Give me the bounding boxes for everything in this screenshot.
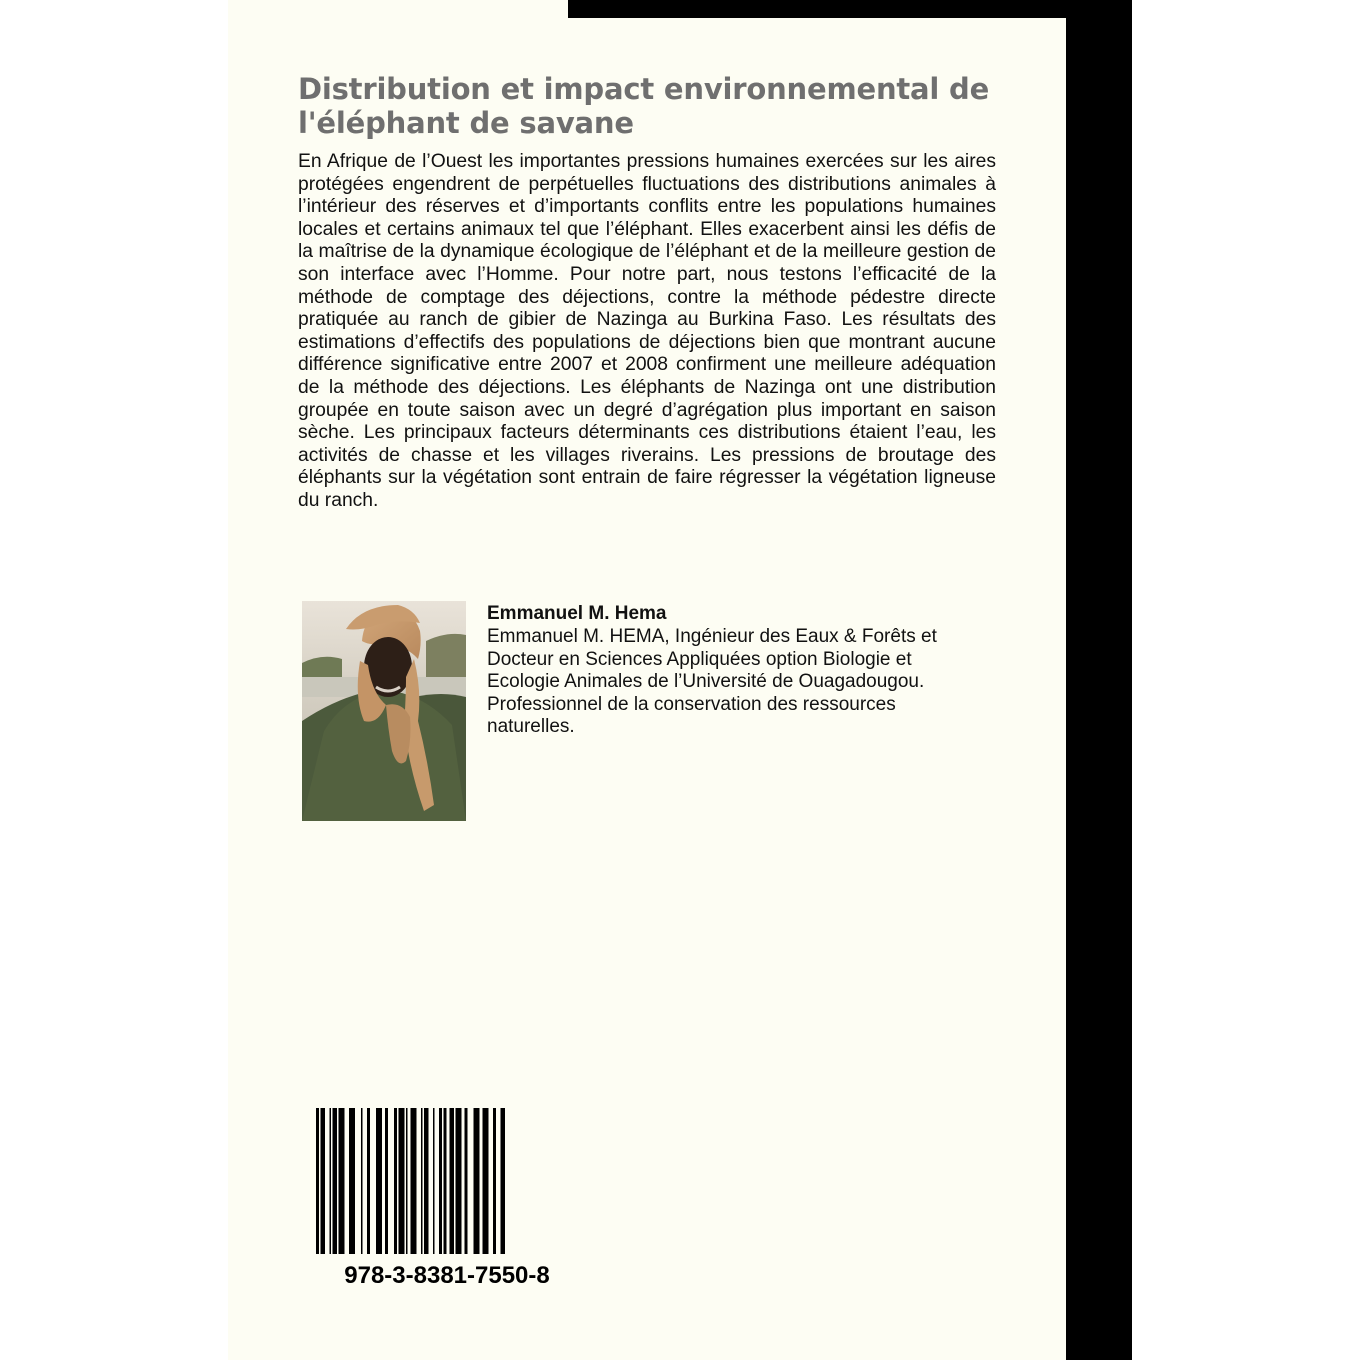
author-bio-line: Professionnel de la conservation des ressources	[487, 693, 896, 715]
book-title: Distribution et impact environnemental de l'éléphant de savane	[298, 72, 990, 140]
barcode-bar	[349, 1108, 355, 1254]
barcode-bar	[399, 1108, 405, 1254]
barcode-bar	[411, 1108, 417, 1254]
barcode-bar	[330, 1108, 332, 1254]
barcode-bar	[406, 1108, 408, 1254]
isbn-number: 978-3-8381-7550-8	[344, 1262, 550, 1289]
barcode-bar	[394, 1108, 397, 1254]
author-name: Emmanuel M. Hema	[487, 603, 667, 624]
barcode-bar	[433, 1108, 435, 1254]
author-bio-line: Ecologie Animales de l’Université de Ouagadougou.	[487, 671, 925, 693]
barcode-bar	[339, 1108, 345, 1254]
barcode-bar	[321, 1108, 326, 1254]
barcode-bar	[501, 1108, 506, 1254]
barcode-bar	[456, 1108, 462, 1254]
barcode-bar	[474, 1108, 480, 1254]
barcode-bar	[444, 1108, 447, 1254]
barcode-bar	[424, 1108, 429, 1254]
barcode-bar	[385, 1108, 388, 1254]
author-photo	[302, 601, 466, 821]
author-bio-line: Emmanuel M. HEMA, Ingénieur des Eaux & Forêts et	[487, 626, 937, 647]
book-spine-edge	[1066, 0, 1132, 1360]
barcode-bar	[376, 1108, 382, 1254]
barcode-bar	[421, 1108, 423, 1254]
barcode-bar	[316, 1108, 319, 1254]
author-bio	[487, 626, 1007, 739]
barcode-bar	[367, 1108, 370, 1254]
isbn-barcode	[314, 1108, 580, 1254]
barcode-bar	[439, 1108, 442, 1254]
barcode-bar	[450, 1108, 455, 1254]
author-portrait-image	[302, 601, 466, 821]
barcode-bar	[493, 1108, 496, 1254]
book-blurb: En Afrique de l’Ouest les importantes pressions humaines exercées sur les aires protégées engendrent de perpétuelles fluctuations des distributions animales à l’intérieur des réserves et d’importants conflits entre les populations humaines locales et certains animaux tel que l’éléphant. Elles exacerbent ainsi les défis de la maîtrise de la dynamique écologique de l’éléphant et de la meilleure gestion de son interface avec l’Homme. Pour notre part, nous testons l’efficacité de la méthode de comptage des déjections, contre la méthode pédestre directe pratiquée au ranch de gibier de Nazinga au Burkina Faso. Les résultats des estimations d’effectifs des populations de déjections bien que montrant aucune différence significative entre 2007 et 2008 confirment une meilleure adéquation de la méthode des déjections. Les éléphants de Nazinga ont une distribution groupée en toute saison avec un degré d’agrégation plus important en saison sèche. Les principaux facteurs déterminants ces distributions étaient l’eau, les activités de chasse et les villages riverains. Les pressions de broutage des éléphants sur la végétation sont entrain de faire régresser la végétation ligneuse du ranch.	[298, 151, 996, 511]
author-bio-line: naturelles.	[487, 716, 575, 738]
barcode-bar	[361, 1108, 363, 1254]
barcode-bar	[333, 1108, 338, 1254]
author-bio-line: Docteur en Sciences Appliquées option Biologie et	[487, 648, 912, 670]
barcode-bar	[465, 1108, 468, 1254]
book-top-edge-shadow	[568, 0, 1132, 18]
barcode-bar	[483, 1108, 489, 1254]
